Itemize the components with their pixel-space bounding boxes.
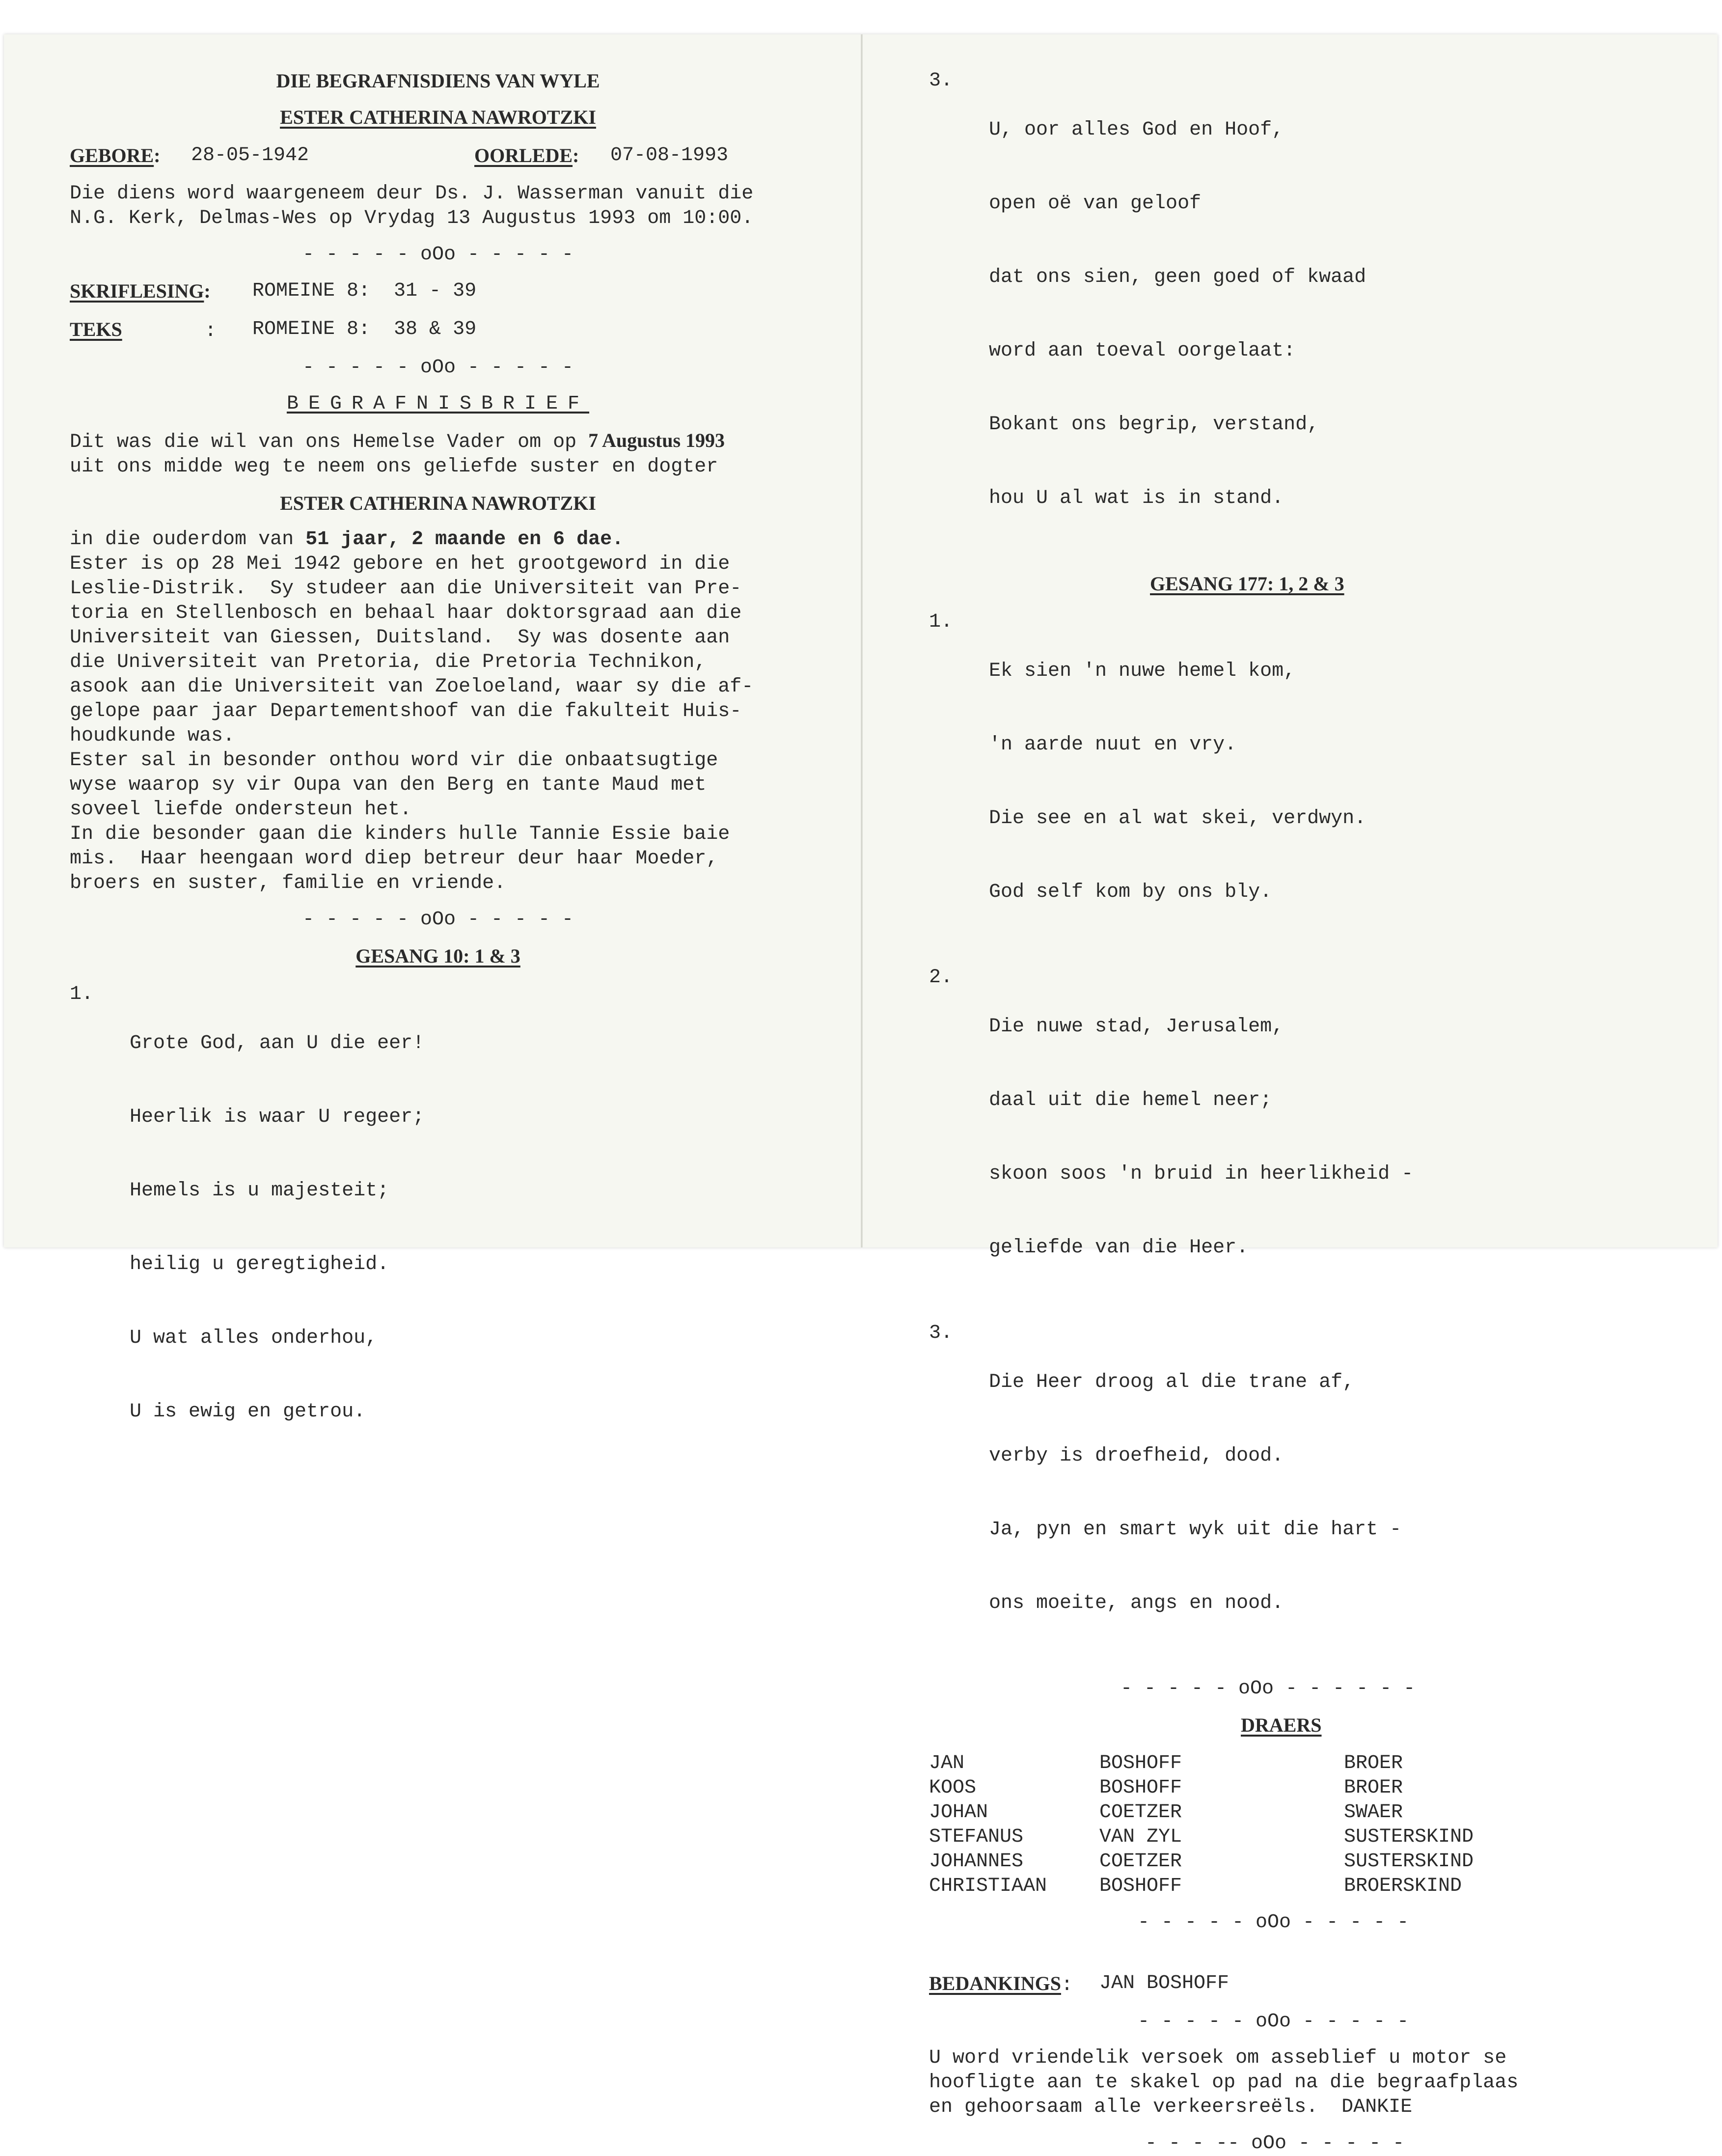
hymn-2-verse	[929, 610, 1666, 954]
verse-line: Hemels is u majesteit;	[130, 1180, 389, 1202]
bearer-relation: BROER	[1344, 1777, 1403, 1799]
verse-line: ons moeite, angs en nood.	[989, 1592, 1284, 1614]
bio-line: gelope paar jaar Departementshoof van die fakulteit Huis-	[70, 700, 742, 722]
verse-line: U is ewig en getrou.	[130, 1401, 366, 1423]
verse-line: heilig u geregtigheid.	[130, 1253, 389, 1275]
reading-row: SKRIFLESING: ROMEINE 8: 31 - 39	[70, 279, 806, 305]
bearer-surname: COETZER	[1099, 1801, 1182, 1824]
bio-line: toria en Stellenbosch en behaal haar doktorsgraad aan die	[70, 602, 742, 624]
bio-line: asook aan die Universiteit van Zoeloeland, waar sy die af-	[70, 676, 754, 698]
bio-line: wyse waarop sy vir Oupa van den Berg en tante Maud met	[70, 774, 707, 796]
verse-line: Die nuwe stad, Jerusalem,	[989, 1016, 1284, 1038]
thanks-name: JAN BOSHOFF	[1099, 1972, 1230, 1994]
letter-heading: BEGRAFNISBRIEF	[286, 393, 590, 415]
verse-line: word aan toeval oorgelaat:	[989, 340, 1296, 362]
bio-line: Leslie-Distrik. Sy studeer aan die Universiteit van Pre-	[70, 578, 742, 600]
verse-line: God self kom by ons bly.	[989, 881, 1272, 903]
bearer-first-name: STEFANUS	[929, 1826, 1024, 1848]
verse-line: Heerlik is waar U regeer;	[130, 1106, 425, 1128]
bio-line: Ester is op 28 Mei 1942 gebore en het grootgeword in die	[70, 553, 730, 575]
age-line: in die ouderdom van 51 jaar, 2 maande en 6 dae.	[70, 528, 624, 551]
bearers-heading: DRAERS	[1241, 1714, 1322, 1736]
bearer-relation: SWAER	[1344, 1801, 1403, 1824]
left-page	[70, 69, 806, 1473]
bearer-relation: SUSTERSKIND	[1344, 1851, 1474, 1873]
hymn-1-verse	[70, 982, 806, 1473]
divider: - - - - - oOo - - - - -	[302, 357, 574, 379]
deceased-name: ESTER CATHERINA NAWROTZKI	[280, 106, 596, 128]
bio-line: soveel liefde ondersteun het.	[70, 799, 412, 821]
bio-line: Universiteit van Giessen, Duitsland. Sy was dosente aan	[70, 627, 730, 649]
letter-intro-2: uit ons midde weg te neem ons geliefde suster en dogter	[70, 456, 718, 478]
bearer-relation: BROER	[1344, 1752, 1403, 1774]
text-row: TEKS : ROMEINE 8: 38 & 39	[70, 317, 806, 344]
letter-intro-1: Dit was die wil van ons Hemelse Vader om op 7 Augustus 1993	[70, 429, 725, 453]
verse-number: 1.	[70, 983, 94, 1005]
bearer-first-name: KOOS	[929, 1777, 977, 1799]
closing-line: en gehoorsaam alle verkeersreëls. DANKIE	[929, 2096, 1413, 2118]
verse-line: 'n aarde nuut en vry.	[989, 734, 1237, 756]
verse-line: skoon soos 'n bruid in heerlikheid -	[989, 1163, 1414, 1185]
verse-line: open oë van geloof	[989, 193, 1202, 215]
divider: - - - - - oOo - - - - -	[302, 909, 574, 931]
thanks-label: BEDANKINGS	[929, 1972, 1061, 1994]
divider: - - - - - oOo - - - - - -	[1121, 1678, 1416, 1700]
divider: - - - - - oOo - - - - -	[1138, 2011, 1409, 2033]
divider: - - - - - oOo - - - - -	[1138, 1911, 1409, 1934]
verse-line: Die Heer droog al die trane af,	[989, 1371, 1355, 1393]
closing-line: U word vriendelik versoek om asseblief u motor se	[929, 2047, 1507, 2069]
hymn-2-title: GESANG 177: 1, 2 & 3	[1150, 573, 1344, 595]
bearers-table	[929, 1751, 1666, 1899]
service-title: DIE BEGRAFNISDIENS VAN WYLE	[276, 70, 600, 92]
age-value: 51 jaar, 2 maande en 6 dae.	[305, 528, 624, 551]
verse-number: 3.	[929, 70, 953, 92]
bearer-surname: BOSHOFF	[1099, 1875, 1182, 1897]
hymn-2-verse	[929, 1321, 1666, 1665]
bearer-surname: COETZER	[1099, 1851, 1182, 1873]
death-date: 7 Augustus 1993	[588, 429, 725, 451]
text-label: TEKS	[70, 318, 122, 340]
text-value: ROMEINE 8: 38 & 39	[252, 318, 477, 340]
born-label: GEBORE	[70, 144, 154, 166]
bio-line: die Universiteit van Pretoria, die Pretoria Technikon,	[70, 651, 707, 673]
reading-value: ROMEINE 8: 31 - 39	[252, 280, 477, 302]
verse-number: 2.	[929, 967, 953, 989]
verse-line: U, oor alles God en Hoof,	[989, 119, 1284, 141]
bio-line: broers en suster, familie en vriende.	[70, 872, 506, 894]
verse-line: Ek sien 'n nuwe hemel kom,	[989, 660, 1296, 682]
died-date: 07-08-1993	[610, 144, 729, 166]
verse-line: Die see en al wat skei, verdwyn.	[989, 807, 1367, 829]
bio-line: mis. Haar heengaan word diep betreur deur haar Moeder,	[70, 848, 718, 870]
verse-line: geliefde van die Heer.	[989, 1237, 1249, 1259]
hymn-2-verse	[929, 966, 1666, 1309]
verse-line: U wat alles onderhou,	[130, 1327, 378, 1349]
divider: - - - - - oOo - - - - -	[302, 244, 574, 266]
service-line-2: N.G. Kerk, Delmas-Wes op Vrydag 13 Augustus 1993 om 10:00.	[70, 207, 754, 229]
verse-line: hou U al wat is in stand.	[989, 487, 1284, 509]
bearer-surname: BOSHOFF	[1099, 1752, 1182, 1774]
dates-row: GEBORE: 28-05-1942 OORLEDE: 07-08-1993	[70, 143, 806, 170]
service-line-1: Die diens word waargeneem deur Ds. J. Wasserman vanuit die	[70, 183, 754, 205]
bio-line: houdkunde was.	[70, 725, 235, 747]
died-label: OORLEDE	[474, 144, 573, 166]
center-fold	[861, 34, 863, 1247]
verse-number: 1.	[929, 611, 953, 633]
verse-number: 3.	[929, 1322, 953, 1344]
divider: - - - -- oOo - - - - -	[1145, 2132, 1405, 2155]
bearer-first-name: JAN	[929, 1752, 965, 1774]
verse-line: dat ons sien, geen goed of kwaad	[989, 266, 1367, 288]
bearer-first-name: JOHAN	[929, 1801, 988, 1824]
bio-line: Ester sal in besonder onthou word vir die onbaatsugtige	[70, 749, 718, 772]
bearer-first-name: CHRISTIAAN	[929, 1875, 1047, 1897]
verse-line: verby is droefheid, dood.	[989, 1445, 1284, 1467]
bearer-relation: BROERSKIND	[1344, 1875, 1462, 1897]
bio-line: In die besonder gaan die kinders hulle Tannie Essie baie	[70, 823, 730, 845]
verse-line: Ja, pyn en smart wyk uit die hart -	[989, 1519, 1402, 1541]
verse-line: Bokant ons begrip, verstand,	[989, 414, 1319, 436]
hymn-1-title: GESANG 10: 1 & 3	[355, 945, 520, 967]
bearer-surname: VAN ZYL	[1099, 1826, 1182, 1848]
hymn-1-verse-3	[929, 69, 1666, 560]
reading-label: SKRIFLESING	[70, 280, 204, 302]
bearer-surname: BOSHOFF	[1099, 1777, 1182, 1799]
closing-line: hoofligte aan te skakel op pad na die begraafplaas	[929, 2072, 1519, 2094]
verse-line: daal uit die hemel neer;	[989, 1089, 1272, 1111]
right-page	[929, 69, 1666, 2156]
born-date: 28-05-1942	[191, 144, 309, 166]
verse-line: Grote God, aan U die eer!	[130, 1032, 425, 1054]
thanks-row: BEDANKINGS: JAN BOSHOFF	[929, 1971, 1666, 1998]
letter-name: ESTER CATHERINA NAWROTZKI	[280, 492, 596, 514]
bearer-relation: SUSTERSKIND	[1344, 1826, 1474, 1848]
bearer-first-name: JOHANNES	[929, 1851, 1024, 1873]
